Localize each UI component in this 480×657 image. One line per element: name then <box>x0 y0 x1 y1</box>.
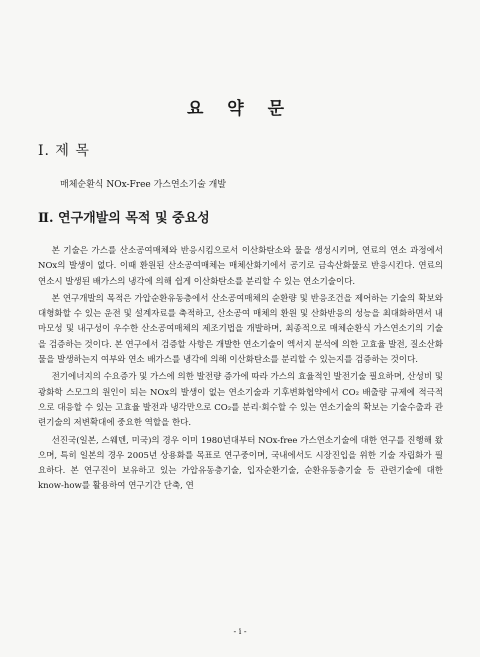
section-heading-title: Ⅰ. 제 목 <box>38 143 90 159</box>
project-subject: 매체순환식 NOx-Free 가스연소기술 개발 <box>60 180 227 190</box>
section-heading-purpose: Ⅱ. 연구개발의 목적 및 중요성 <box>38 211 210 226</box>
body-text <box>38 244 443 497</box>
paragraph: 본 연구개발의 목적은 가압순환유동층에서 산소공여매체의 순환량 및 반응조건을 제어하는 기술의 확보와 대형화할 수 있는 운전 및 설계자료를 축적하고, 산소공여 매체의 환원 및 산화반응의 성능을 최대화하면서 내마모성 및 내구성이 우수한 산소공여매체의 제조기법을 개발하며, 최종적으로 매체순환식 가스연소기의 기술을 검증하는 것이다. 본 연구에서 검증할 사항은 개발한 연소기술이 엑서지 분석에 의한 고효율 발전, 질소산화물을 발생하는지 여부와 연소 배가스를 냉각에 의해 이산화탄소를 분리할 수 있는지를 검증하는 것이다. <box>38 293 443 366</box>
paragraph: 선진국(일본, 스웨덴, 미국)의 경우 이미 1980년대부터 NOx-free 가스연소기술에 대한 연구를 진행해 왔으며, 특히 일본의 경우 2005년 상용화를 목표로 연구중이며, 국내에서도 시장진입을 위한 기술 자립화가 필요하다. 본 연구진이 보유하고 있는 가압유동층기술, 입자순환기술, 순환유동층기술 등 관련기술에 대한 know-how를 활용하여 연구기간 단축, 연 <box>38 435 443 492</box>
paragraph: 전기에너지의 수요증가 및 가스에 의한 발전량 증가에 따라 가스의 효율적인 발전기술 필요하며, 산성비 및 광화학 스모그의 원인이 되는 NOx의 발생이 없는 연소기술과 기후변화협약에서 CO₂ 배출량 규제에 적극적으로 대응할 수 있는 고효율 발전과 냉각만으로 CO₂를 분리·회수할 수 있는 연소기술의 확보는 기술수출과 관련기술의 저변확대에 중요한 역할을 한다. <box>38 372 443 429</box>
paragraph: 본 기술은 가스를 산소공여매체와 반응시킴으로서 이산화탄소와 물을 생성시키며, 연료의 연소 과정에서 NOx의 발생이 없다. 이때 환원된 산소공여매체는 매체산화기에서 공기로 금속산화물로 반응시킨다. 연료의 연소시 발생된 배가스의 냉각에 의해 쉽게 이산화탄소를 분리할 수 있는 연소기술이다. <box>38 246 443 287</box>
summary-title: 요 약 문 <box>186 99 294 119</box>
page-number: - i - <box>233 627 247 636</box>
